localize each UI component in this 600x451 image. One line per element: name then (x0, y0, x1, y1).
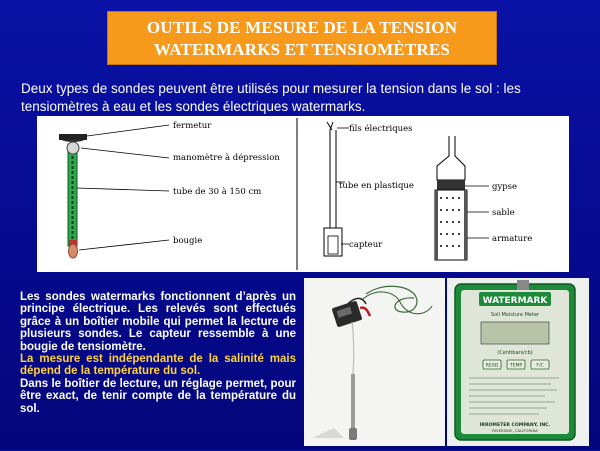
body-paragraph-1: Les sondes watermarks fonctionnent d’après un principe électrique. Les relevés sont effectués grâce à un boîtier mobile qui permet la lecture de plusieurs sondes. Le capteur ressemble à une bougie de tensiomètre. (20, 291, 296, 353)
device-display (481, 322, 549, 344)
label-manometre: manomètre à dépression (173, 153, 280, 163)
device-mode: (Centibars/cb) (497, 350, 533, 356)
temp-button-label: TEMP (509, 363, 523, 369)
label-fils: fils électriques (349, 124, 413, 134)
tensiometer-illustration (59, 134, 87, 258)
label-tube-plastique: tube en plastique (339, 181, 414, 191)
label-tube-size: tube de 30 à 150 cm (173, 187, 262, 197)
fc-button-label: F/C (536, 363, 544, 369)
diagram-svg (37, 116, 569, 272)
sensor-cutaway-illustration (435, 136, 467, 260)
read-button-label: READ (485, 363, 499, 369)
label-sable: sable (492, 208, 515, 218)
device-city: RIVERSIDE, CALIFORNIA (492, 428, 538, 433)
intro-text: Deux types de sondes peuvent être utilisés pour mesurer la tension dans le sol : les tensiomètres à eau et les sondes électriques watermarks. (21, 81, 521, 114)
device-brand: WATERMARK (482, 296, 548, 306)
body-paragraph-3: Dans le boîtier de lecture, un réglage permet, pour être exact, de tenir compte de la température du sol. (20, 377, 296, 415)
watermark-meter-photo (447, 278, 589, 446)
watermark-probe-photo (304, 278, 445, 446)
body-paragraph-highlight: La mesure est indépendante de la salinité mais dépend de la température du sol. (20, 353, 296, 378)
label-gypse: gypse (492, 182, 518, 192)
title-line-1: OUTILS DE MESURE DE LA TENSION (146, 18, 458, 37)
label-armature: armature (492, 234, 533, 244)
label-fermetur: fermetur (173, 121, 212, 131)
device-subtitle: Soil Moisture Meter (490, 312, 540, 318)
device-maker: IRROMETER COMPANY, INC. (479, 423, 551, 428)
title-line-2: WATERMARKS ET TENSIOMÈTRES (153, 40, 451, 59)
body-text (20, 291, 296, 415)
slide-title (107, 11, 497, 65)
label-bougie: bougie (173, 236, 203, 246)
label-capteur: capteur (349, 240, 383, 250)
sensor-diagram (37, 116, 569, 272)
